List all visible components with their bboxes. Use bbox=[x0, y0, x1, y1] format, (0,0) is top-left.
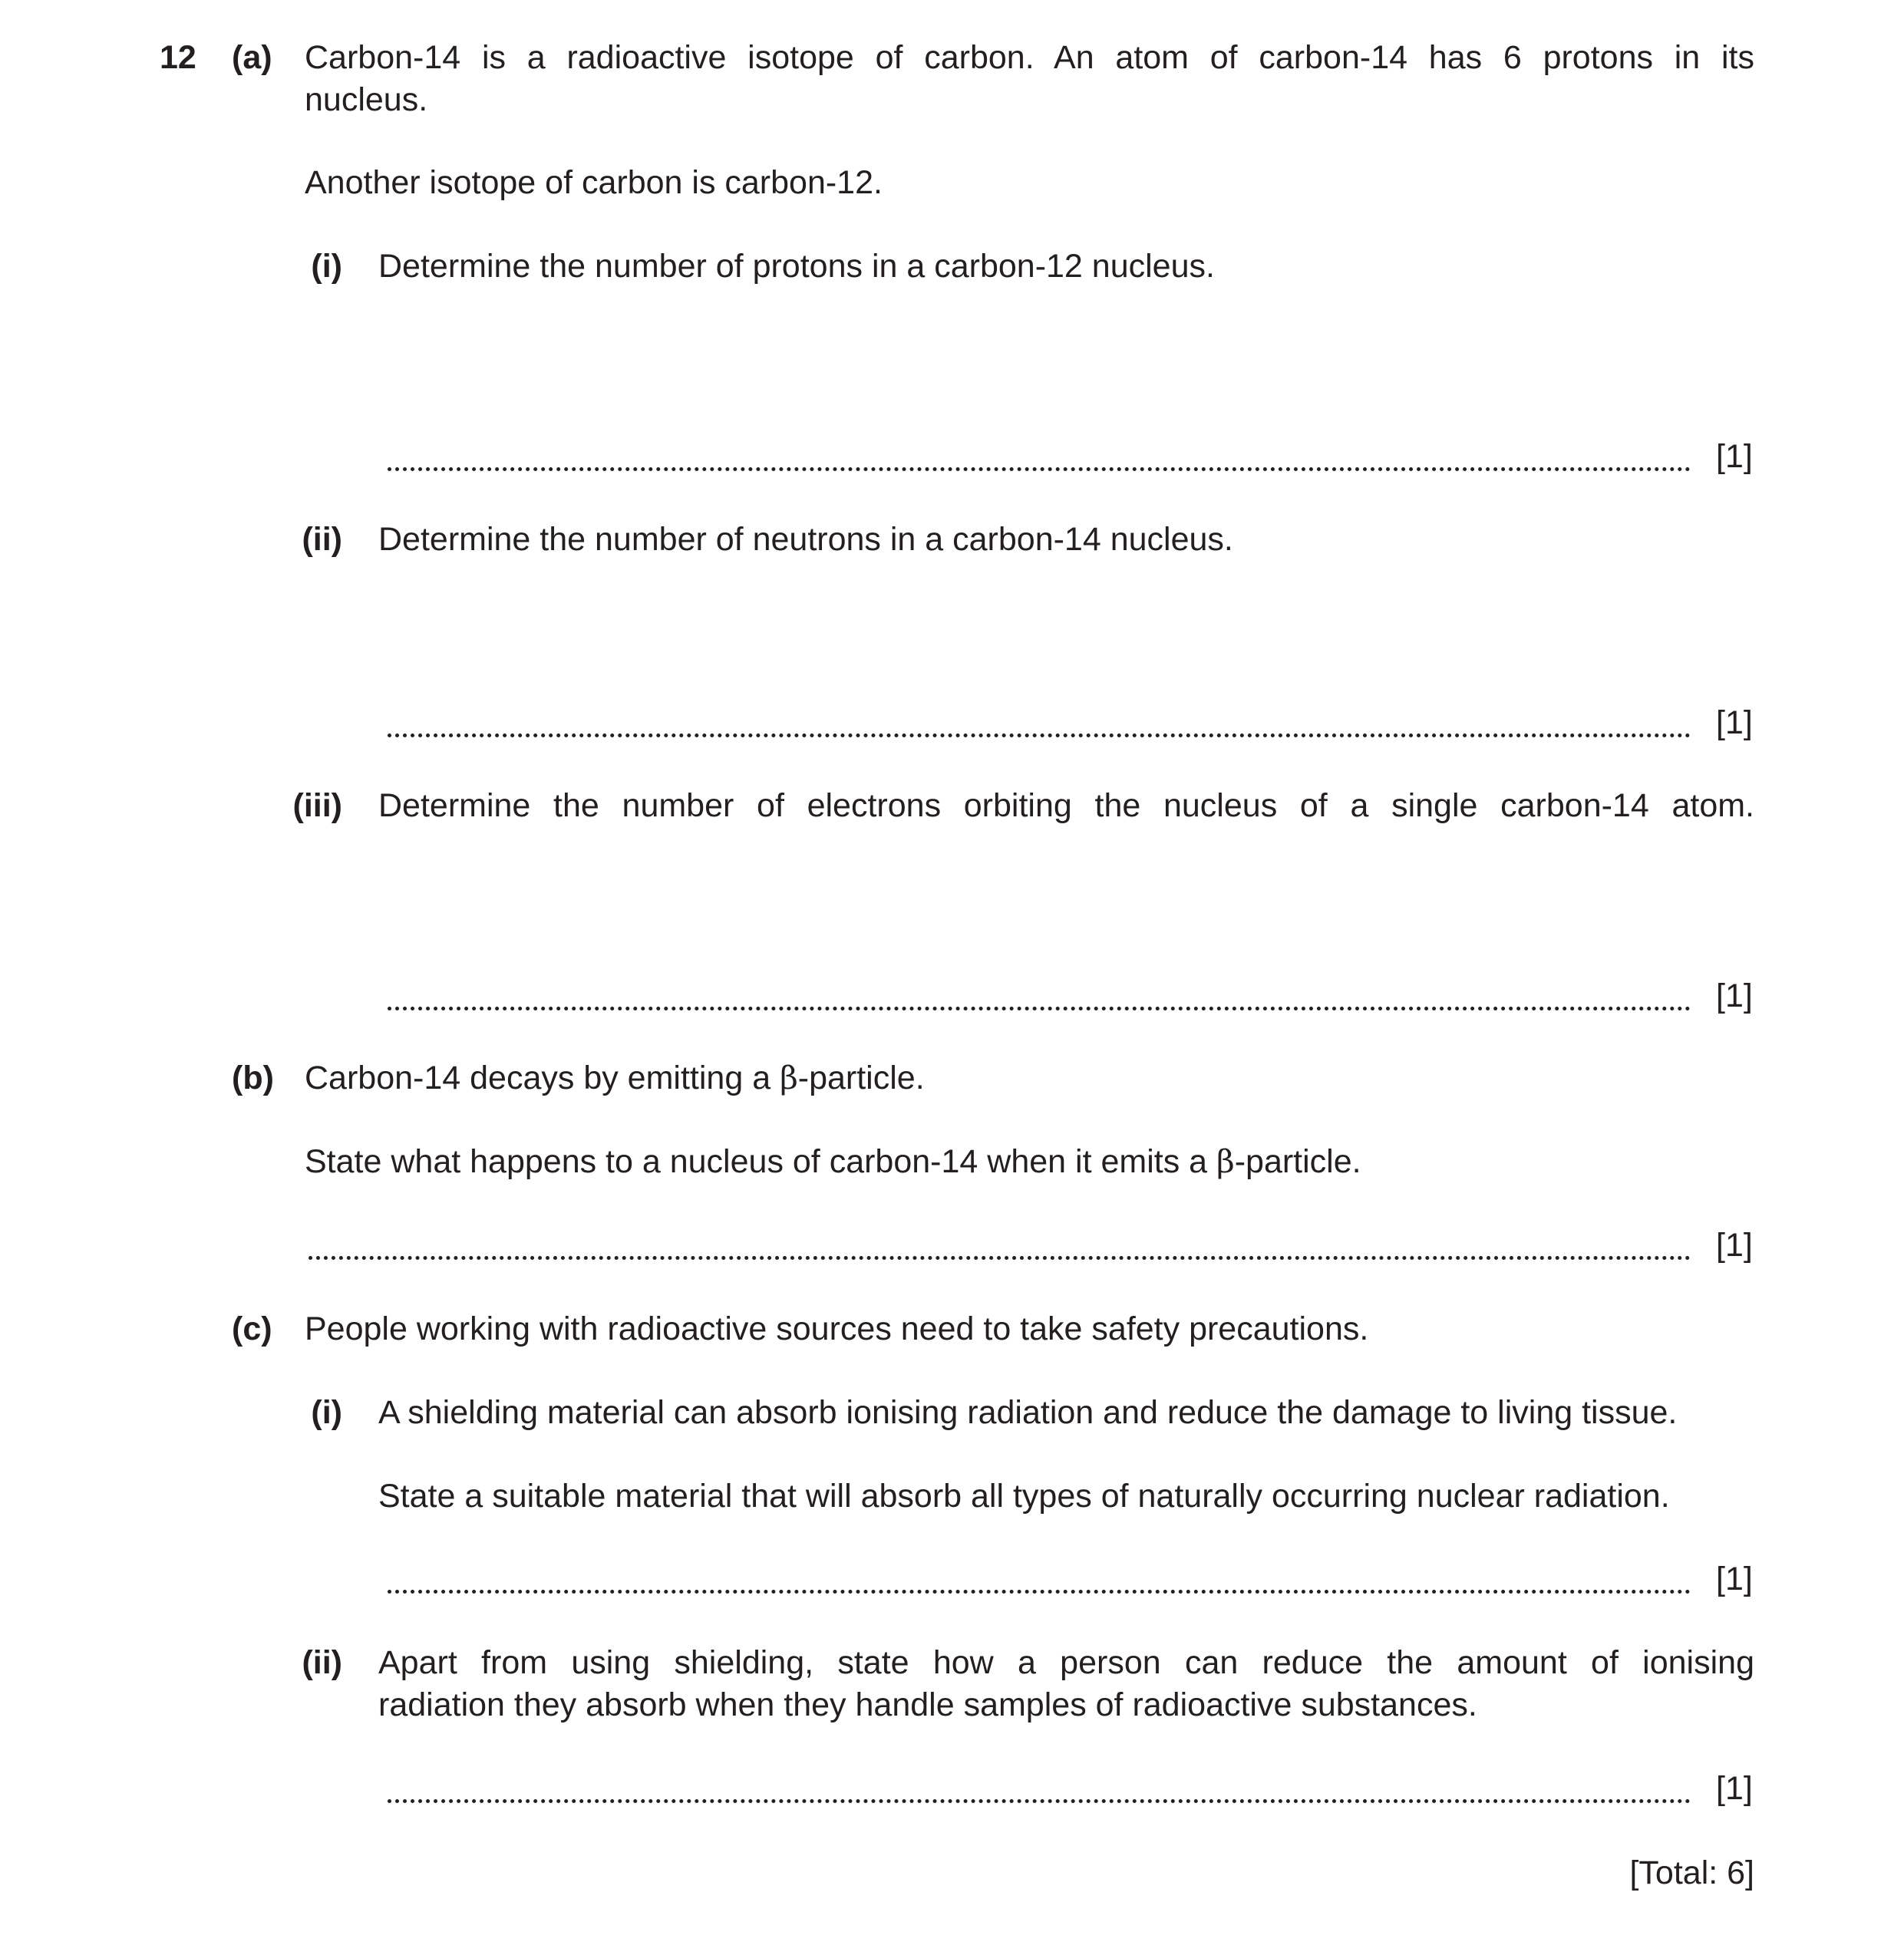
part-a-iii-label: (iii) bbox=[292, 787, 342, 824]
answer-line-a-i[interactable] bbox=[388, 467, 1691, 471]
total-marks: [Total: 6] bbox=[1629, 1854, 1754, 1891]
part-a-label: (a) bbox=[232, 39, 272, 76]
beta-symbol: β bbox=[780, 1060, 798, 1096]
part-c-i-label: (i) bbox=[311, 1394, 342, 1431]
marks-a-ii: [1] bbox=[1716, 704, 1753, 741]
beta-symbol: β bbox=[1216, 1143, 1235, 1180]
part-b-label: (b) bbox=[232, 1060, 274, 1096]
part-c-i-question: State a suitable material that will absorb all types of naturally occurring nuclear radiation. bbox=[378, 1478, 1670, 1515]
part-a-i-question: Determine the number of protons in a carbon-12 nucleus. bbox=[378, 248, 1215, 285]
part-c-i-statement: A shielding material can absorb ionising radiation and reduce the damage to living tissue. bbox=[378, 1394, 1678, 1431]
part-b-question: State what happens to a nucleus of carbon-14 when it emits a β-particle. bbox=[305, 1143, 1361, 1180]
answer-line-a-ii[interactable] bbox=[388, 733, 1691, 737]
marks-c-ii: [1] bbox=[1716, 1770, 1753, 1807]
marks-c-i: [1] bbox=[1716, 1561, 1753, 1597]
part-a-intro-line1: Carbon-14 is a radioactive isotope of carbon. An atom of carbon-14 has 6 protons in its bbox=[305, 39, 1754, 76]
part-c-label: (c) bbox=[232, 1310, 272, 1347]
part-a-intro-line2: nucleus. bbox=[305, 81, 428, 118]
part-a-ii-question: Determine the number of neutrons in a carbon-14 nucleus. bbox=[378, 521, 1233, 558]
part-c-intro: People working with radioactive sources need to take safety precautions. bbox=[305, 1310, 1369, 1347]
part-a-intro2: Another isotope of carbon is carbon-12. bbox=[305, 164, 883, 201]
part-c-ii-question-line1: Apart from using shielding, state how a person can reduce the amount of ionising bbox=[378, 1644, 1754, 1681]
marks-a-iii: [1] bbox=[1716, 977, 1753, 1014]
answer-line-c-i[interactable] bbox=[388, 1590, 1691, 1594]
question-number: 12 bbox=[160, 39, 196, 76]
part-a-ii-label: (ii) bbox=[302, 521, 342, 558]
answer-line-b[interactable] bbox=[309, 1256, 1691, 1260]
part-a-i-label: (i) bbox=[311, 248, 342, 285]
part-a-iii-question: Determine the number of electrons orbiting the nucleus of a single carbon-14 atom. bbox=[378, 787, 1754, 824]
marks-a-i: [1] bbox=[1716, 438, 1753, 475]
part-c-ii-question-line2: radiation they absorb when they handle samples of radioactive substances. bbox=[378, 1686, 1477, 1723]
answer-line-c-ii[interactable] bbox=[388, 1799, 1691, 1803]
marks-b: [1] bbox=[1716, 1227, 1753, 1264]
part-b-statement: Carbon-14 decays by emitting a β-particle. bbox=[305, 1060, 925, 1096]
answer-line-a-iii[interactable] bbox=[388, 1007, 1691, 1010]
part-c-ii-label: (ii) bbox=[302, 1644, 342, 1681]
